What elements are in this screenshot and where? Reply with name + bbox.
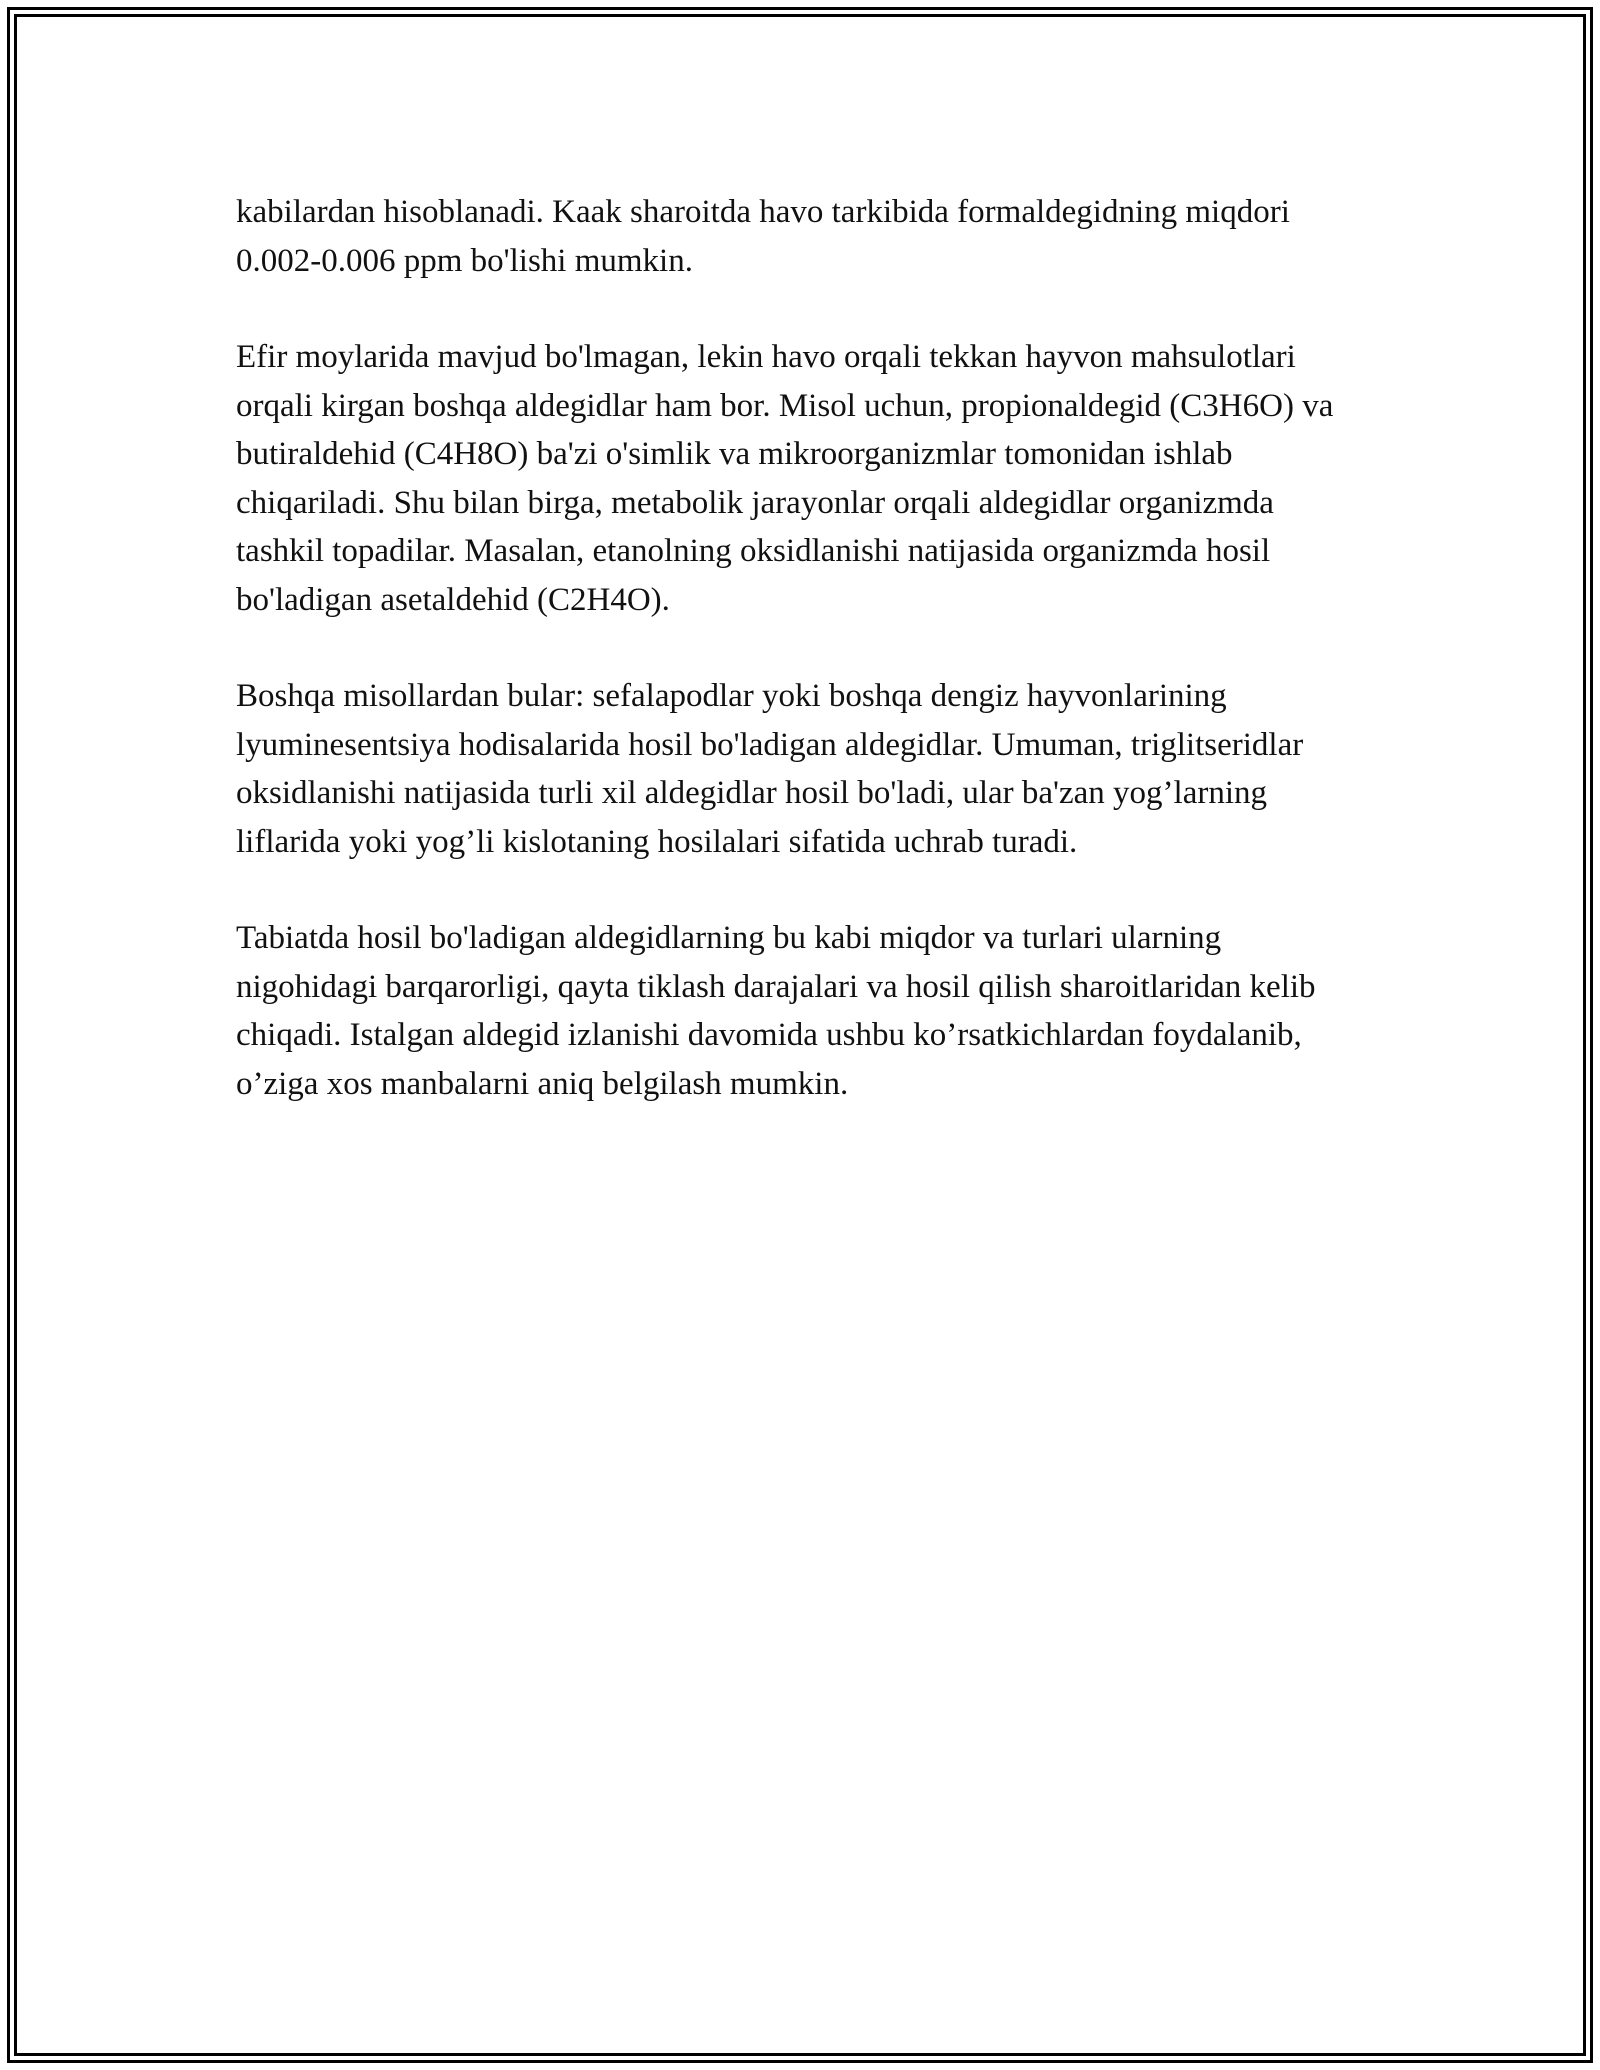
paragraph-1: kabilardan hisoblanadi. Kaak sharoitda havo tarkibida formaldegidning miqdori 0.002-0.006 ppm bo'lishi mumkin.	[236, 194, 1290, 279]
paragraph-4: Tabiatda hosil bo'ladigan aldegidlarning bu kabi miqdor va turlari ularning nigohidagi barqarorligi, qayta tiklash darajalari va hosil qilish sharoitlaridan kelib chiqadi. Istalgan aldegid izlanishi davomida ushbu ko’rsatkichlardan foydalanib, o’ziga xos manbalarni aniq belgilash mumkin.	[236, 920, 1316, 1102]
paragraph-2: Efir moylarida mavjud bo'lmagan, lekin havo orqali tekkan hayvon mahsulotlari orqali kirgan boshqa aldegidlar ham bor. Misol uchun, propionaldegid (C3H6O) va butiraldehid (C4H8O) ba'zi o'simlik va mikroorganizmlar tomonidan ishlab chiqariladi. Shu bilan birga, metabolik jarayonlar orqali aldegidlar organizmda tashkil topadilar. Masalan, etanolning oksidlanishi natijasida organizmda hosil bo'ladigan asetaldehid (C2H4O).	[236, 339, 1334, 618]
paragraph-3: Boshqa misollardan bular: sefalapodlar yoki boshqa dengiz hayvonlarining lyuminesentsiya hodisalarida hosil bo'ladigan aldegidlar. Umuman, triglitseridlar oksidlanishi natijasida turli xil aldegidlar hosil bo'ladi, ular ba'zan yog’larning liflarida yoki yog’li kislotaning hosilalari sifatida uchrab turadi.	[236, 678, 1304, 860]
document-body	[236, 188, 1366, 1156]
